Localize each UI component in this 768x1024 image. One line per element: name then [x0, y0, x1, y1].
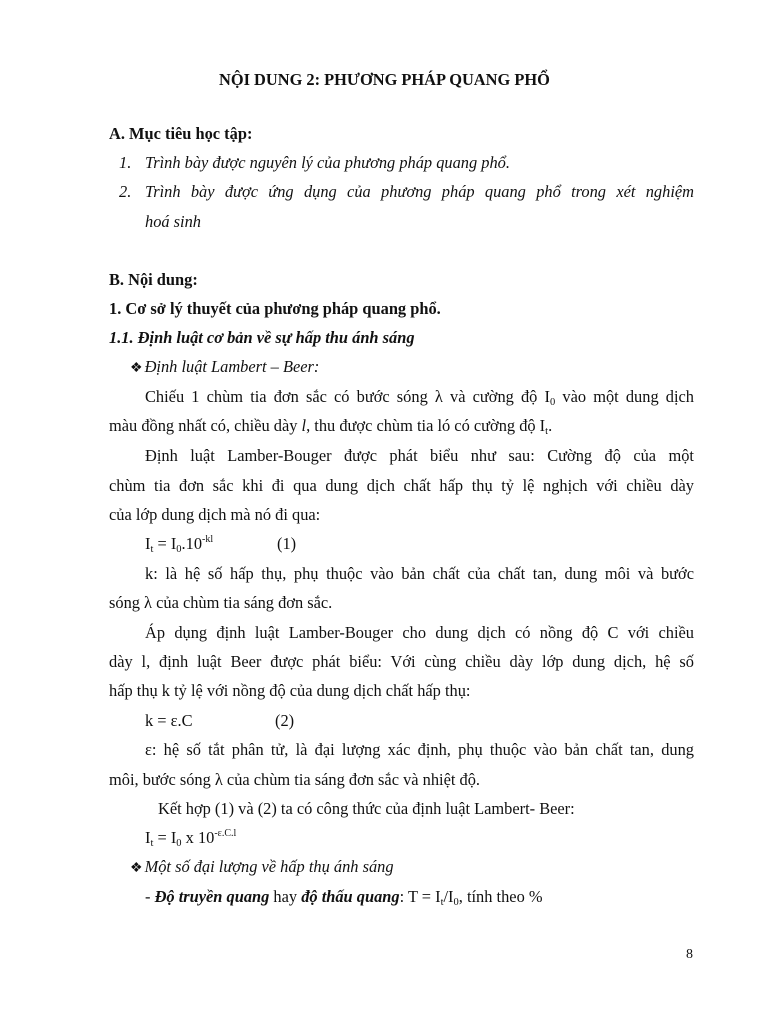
diamond-bullet-icon: ❖: [130, 861, 143, 876]
paragraph-3-line-2: sóng λ của chùm tia sáng đơn sắc.: [109, 593, 333, 612]
paragraph-1-line-2: màu đồng nhất có, chiều dày l, thu được chùm tia ló có cường độ $I_t$.: [109, 416, 553, 437]
heading-1-1: 1.1. Định luật cơ bản về sự hấp thu ánh sáng: [109, 328, 415, 347]
paragraph-4-line-3: hấp thụ k tỷ lệ với nồng độ của dung dịch chất hấp thụ:: [109, 681, 471, 700]
section-a-heading: A. Mục tiêu học tập:: [109, 124, 253, 143]
heading-1: 1. Cơ sở lý thuyết của phương pháp quang phổ.: [109, 299, 441, 318]
paragraph-4-line-1: Áp dụng định luật Lamber-Bouger cho dung dịch có nồng độ C với chiều: [145, 623, 694, 642]
bullet-absorption-quantities: ❖ Một số đại lượng về hấp thụ ánh sáng: [130, 857, 394, 876]
equation-1-number: (1): [277, 534, 297, 553]
transmittance-line: - Độ truyền quang hay độ thấu quang: $T = I_t/I_0$, tính theo %: [145, 887, 543, 908]
page-number: 8: [686, 947, 693, 962]
bullet-lambert-beer: ❖ Định luật Lambert – Beer:: [130, 357, 320, 376]
equation-3: $I_t = I_0$ x $10^{-\varepsilon.C.l}$: [145, 828, 237, 849]
paragraph-5-line-2: môi, bước sóng λ của chùm tia sáng đơn sắc và nhiệt độ.: [109, 770, 481, 789]
diamond-bullet-icon: ❖: [130, 361, 143, 376]
paragraph-2-line-1: Định luật Lamber-Bouger được phát biểu như sau: Cường độ của một: [145, 446, 694, 465]
equation-2: k = ε.C: [145, 711, 193, 730]
equation-1: $I_t = I_0.10^{-kl}$: [145, 534, 214, 555]
paragraph-6: Kết hợp (1) và (2) ta có công thức của định luật Lambert- Beer:: [158, 799, 575, 818]
objective-item-2-line-2: hoá sinh: [145, 212, 202, 231]
objective-item-1: 1. Trình bày được nguyên lý của phương pháp quang phổ.: [119, 153, 510, 172]
paragraph-3-line-1: k: là hệ số hấp thụ, phụ thuộc vào bản chất của chất tan, dung môi và bước: [145, 564, 694, 583]
objective-item-2-line-1: 2. Trình bày được ứng dụng của phương pháp quang phổ trong xét nghiệm: [119, 182, 694, 201]
equation-2-number: (2): [275, 711, 295, 730]
paragraph-5-line-1: ε: hệ số tắt phân tử, là đại lượng xác định, phụ thuộc vào bản chất tan, dung: [145, 740, 694, 759]
paragraph-2-line-2: chùm tia đơn sắc khi đi qua dung dịch chất hấp thụ tỷ lệ nghịch với chiều dày: [109, 476, 694, 495]
paragraph-4-line-2: dày l, định luật Beer được phát biểu: Với cùng chiều dày lớp dung dịch, hệ số: [109, 652, 694, 671]
section-b-heading: B. Nội dung:: [109, 270, 198, 289]
page-title: NỘI DUNG 2: PHƯƠNG PHÁP QUANG PHỔ: [219, 70, 550, 89]
paragraph-2-line-3: của lớp dung dịch mà nó đi qua:: [109, 505, 321, 524]
paragraph-1-line-1: Chiếu 1 chùm tia đơn sắc có bước sóng λ và cường độ $I_0$ vào một dung dịch: [145, 387, 695, 408]
